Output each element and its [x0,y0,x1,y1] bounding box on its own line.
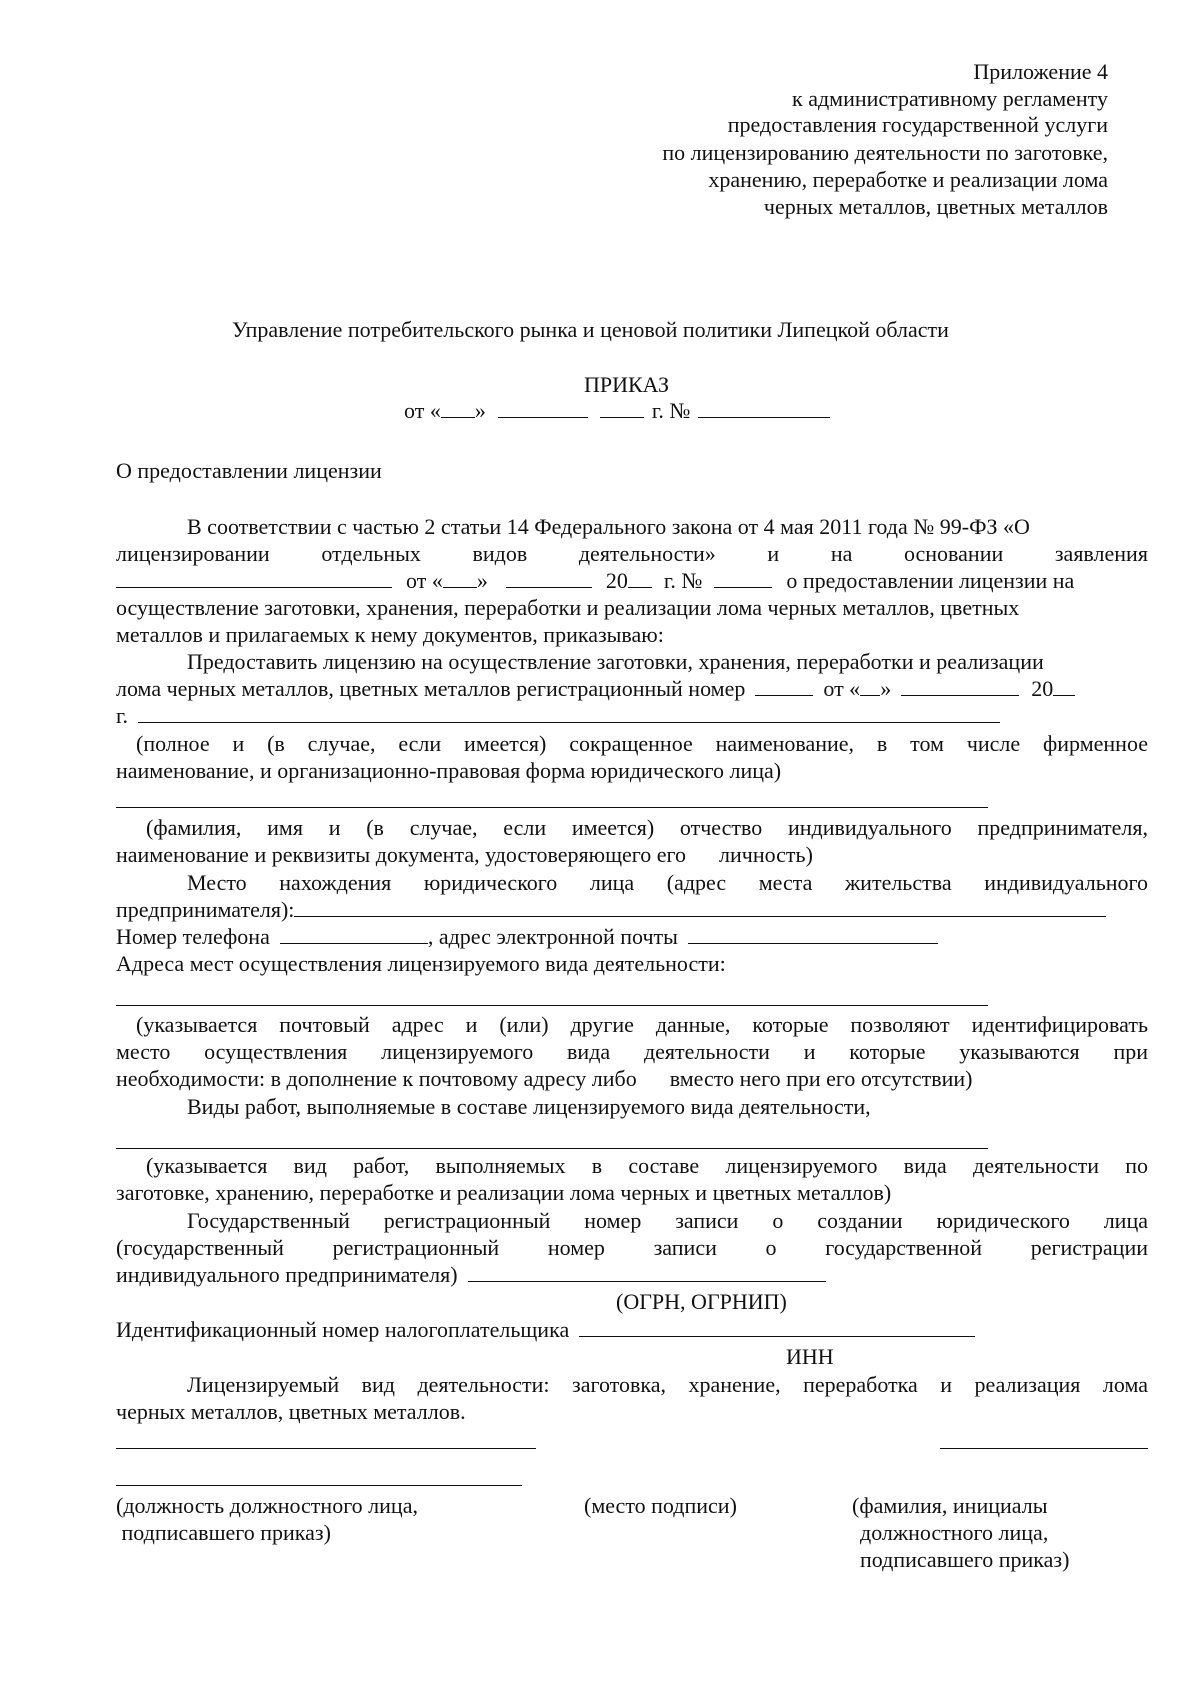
order-subject: О предоставлении лицензии [116,458,382,483]
p1-line-3-tail: о предоставлении лицензии на [786,568,1075,593]
activity-line-1: Лицензируемый вид деятельности: заготовка, хранение, переработка и реализация лома [187,1372,1148,1397]
signature-name-1: (фамилия, инициалы [852,1493,1048,1518]
year-blank[interactable] [600,399,644,418]
signature-name-3: подписавшего приказ) [860,1547,1070,1572]
entrepreneur-blank[interactable] [116,807,988,808]
p2-line-1: Предоставить лицензию на осуществление заготовки, хранения, переработки и реализации [187,649,1044,674]
note4-line-2: заготовке, хранению, переработке и реализации лома черных и цветных металлов) [116,1180,892,1205]
reg-day-blank[interactable] [860,677,880,696]
application-blank[interactable] [116,569,392,588]
word: отдельных [321,541,421,566]
reg-number-label: лома черных металлов, цветных металлов регистрационный номер [116,676,746,701]
order-number-label: г. № [651,398,691,423]
word: заявления [1054,541,1148,566]
reg-month-blank[interactable] [901,677,1019,696]
ogrn-line-3 [116,1261,826,1289]
appendix-line-3: предоставления государственной услуги [727,112,1108,137]
ogrn-caption: (ОГРН, ОГРНИП) [616,1289,787,1314]
word: на [830,541,853,566]
year-suffix: г. [116,703,129,728]
appendix-line-5: хранению, переработке и реализации лома [708,167,1108,192]
word: основании [903,541,1004,566]
p1-line-1: В соответствии с частью 2 статьи 14 Федерального закона от 4 мая 2011 года № 99-ФЗ «О [187,514,1030,539]
addresses-blank[interactable] [116,1005,988,1006]
email-blank[interactable] [688,925,938,944]
location-blank[interactable] [294,898,1106,917]
appendix-line-2: к административному регламенту [792,86,1108,111]
p2-line-2 [116,675,1075,703]
organization-name: Управление потребительского рынка и ценовой политики Липецкой области [232,317,949,342]
location-line-1: Место нахождения юридического лица (адрес места жительства индивидуального [187,870,1148,895]
order-from-label: от « [404,398,441,423]
email-label: , адрес электронной почты [427,924,678,949]
quote-close: » [476,568,488,593]
note2-line-1: (фамилия, имя и (в случае, если имеется) отчество индивидуального предпринимателя, [146,815,1148,840]
from-label: от « [823,676,861,701]
p1-line-3 [116,567,1074,595]
note4-line-1: (указывается вид работ, выполняемых в составе лицензируемого вида деятельности по [146,1153,1148,1178]
p1-line-4: осуществление заготовки, хранения, переработки и реализации лома черных металлов, цветных [116,595,1020,620]
app-day-blank[interactable] [443,569,477,588]
appendix-line-4: по лицензированию деятельности по заготовке, [662,140,1108,165]
appendix-line-6: черных металлов, цветных металлов [763,194,1108,219]
ogrn-blank[interactable] [468,1263,826,1282]
reg-number-blank[interactable] [755,677,813,696]
p1-line-5: металлов и прилагаемых к нему документов, приказываю: [116,622,664,647]
signature-place: (место подписи) [584,1493,737,1518]
order-date-line [404,397,830,425]
ogrn-line-1: Государственный регистрационный номер записи о создании юридического лица [187,1208,1148,1233]
location-label: предпринимателя): [116,897,295,922]
note2-line-2: наименование и реквизиты документа, удостоверяющего его личность) [116,842,813,867]
p2-line-3 [116,702,1000,730]
position-blank-2[interactable] [116,1485,522,1486]
works-blank[interactable] [116,1148,988,1149]
reg-year-blank[interactable] [1053,677,1075,696]
quote-close: » [880,676,892,701]
appendix-title: Приложение 4 [973,59,1108,84]
p1-line-2 [116,540,1148,568]
word: и [767,541,780,566]
note3-line-2: место осуществления лицензируемого вида деятельности и которые указываются при [116,1039,1148,1064]
phone-label: Номер телефона [116,924,270,949]
note3-line-3: необходимости: в дополнение к почтовому адресу либо вместо него при его отсутствии) [116,1066,973,1091]
word: видов [472,541,528,566]
app-month-blank[interactable] [506,569,592,588]
signature-position-2: подписавшего приказ) [116,1520,331,1545]
from-label: от « [406,568,443,593]
inn-blank[interactable] [579,1318,975,1337]
inn-caption: ИНН [786,1344,834,1369]
note1-line-1: (полное и (в случае, если имеется) сокращенное наименование, в том числе фирменное [136,731,1148,756]
month-blank[interactable] [498,399,588,418]
quote-close: » [474,398,486,423]
word: лицензировании [116,541,270,566]
note3-line-1: (указывается почтовый адрес и (или) другие данные, которые позволяют идентифицировать [136,1012,1148,1037]
app-year-blank[interactable] [628,569,652,588]
year-prefix: 20 [605,568,628,593]
word: деятельности» [578,541,716,566]
works-label: Виды работ, выполняемые в составе лицензируемого вида деятельности, [187,1094,871,1119]
ogrn-line-2: (государственный регистрационный номер записи о государственной регистрации [116,1235,1148,1260]
order-title: ПРИКАЗ [584,372,670,397]
inn-label-text: Идентификационный номер налогоплательщика [116,1317,570,1342]
legal-entity-blank[interactable] [138,704,1000,723]
location-line-2 [116,896,1106,924]
signature-position-1: (должность должностного лица, [116,1493,418,1518]
note1-line-2: наименование, и организационно-правовая форма юридического лица) [116,758,782,783]
order-number-blank[interactable] [698,399,830,418]
ogrn-label-text: индивидуального предпринимателя) [116,1262,458,1287]
addresses-label: Адреса мест осуществления лицензируемого вида деятельности: [116,951,726,976]
name-blank[interactable] [940,1448,1148,1449]
number-label: г. № [663,568,703,593]
app-number-blank[interactable] [714,569,772,588]
activity-line-2: черных металлов, цветных металлов. [116,1399,466,1424]
signature-name-2: должностного лица, [860,1520,1049,1545]
position-blank-1[interactable] [116,1448,536,1449]
day-blank[interactable] [441,399,475,418]
inn-line [116,1316,975,1344]
phone-blank[interactable] [280,925,428,944]
year-prefix: 20 [1031,676,1054,701]
contacts-line [116,923,938,951]
